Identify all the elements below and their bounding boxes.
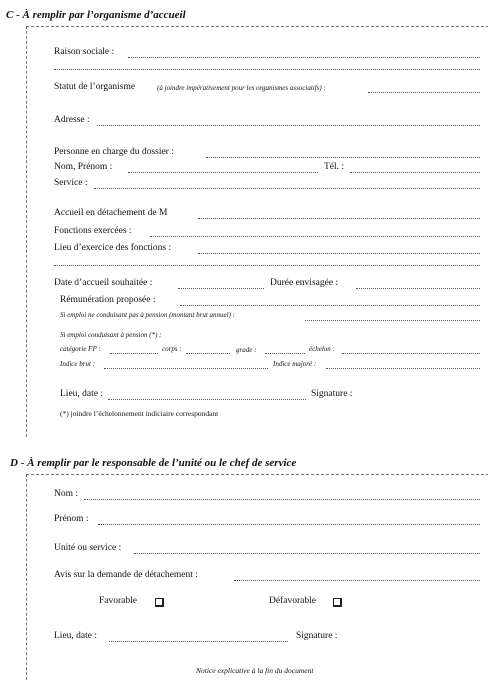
unite-label: Unité ou service : (54, 543, 122, 553)
date-accueil-label: Date d’accueil souhaitée : (54, 278, 153, 288)
emploi-pension-label: Si emploi conduisant à pension (*) : (60, 331, 162, 339)
indice-majore-field[interactable] (326, 368, 480, 369)
raison-sociale-field[interactable] (128, 57, 480, 58)
statut-field[interactable] (368, 92, 480, 93)
duree-field[interactable] (356, 288, 480, 289)
adresse-label: Adresse : (54, 115, 90, 125)
accueil-label: Accueil en détachement de M (54, 208, 168, 218)
indice-brut-label: Indice brut : (60, 360, 95, 368)
lieu-exercice-label: Lieu d’exercice des fonctions : (54, 243, 172, 253)
lieu-date-field-d[interactable] (109, 641, 288, 642)
statut-label: Statut de l’organisme (54, 82, 136, 92)
tel-field[interactable] (350, 172, 480, 173)
prenom-label: Prénom : (54, 514, 89, 524)
nom-field[interactable] (84, 499, 480, 500)
favorable-checkbox[interactable] (155, 598, 164, 607)
nom-label: Nom : (54, 489, 79, 499)
corps-field[interactable] (186, 353, 230, 354)
accueil-field[interactable] (198, 218, 480, 219)
categorie-label: catégorie FP : (60, 345, 101, 353)
section-d-title: D - À remplir par le responsable de l’unité ou le chef de service (10, 457, 297, 469)
lieu-date-label-c: Lieu, date : (60, 389, 103, 399)
remuneration-field[interactable] (180, 305, 480, 306)
emploi-non-pension-label: Si emploi ne conduisant pas à pension (montant brut annuel) : (60, 311, 235, 319)
prenom-field[interactable] (98, 524, 480, 525)
categorie-field[interactable] (110, 353, 158, 354)
raison-sociale-label: Raison sociale : (54, 47, 115, 57)
signature-label-c: Signature : (311, 389, 353, 399)
signature-label-d: Signature : (296, 631, 338, 641)
echelon-label: échelon : (309, 345, 335, 353)
duree-label: Durée envisagée : (270, 278, 339, 288)
section-c-title: C - À remplir par l’organisme d’accueil (6, 9, 186, 21)
lieu-date-field-c[interactable] (108, 399, 306, 400)
raison-sociale-field-line2[interactable] (54, 69, 480, 70)
lieu-exercice-field-line2[interactable] (54, 265, 480, 266)
nom-prenom-field[interactable] (128, 172, 318, 173)
unite-field[interactable] (134, 553, 480, 554)
avis-label: Avis sur la demande de détachement : (54, 570, 198, 580)
defavorable-checkbox[interactable] (333, 598, 342, 607)
emploi-non-pension-field[interactable] (305, 320, 480, 321)
service-field[interactable] (94, 188, 480, 189)
indice-brut-field[interactable] (104, 368, 268, 369)
echelon-field[interactable] (342, 353, 480, 354)
date-accueil-field[interactable] (178, 288, 264, 289)
fonctions-label: Fonctions exercées : (54, 226, 132, 236)
grade-label: grade : (236, 346, 257, 354)
corps-label: corps : (162, 345, 182, 353)
statut-note: (à joindre impérativement pour les organismes associatifs) : (157, 84, 326, 92)
personne-label: Personne en charge du dossier : (54, 147, 174, 157)
personne-field[interactable] (206, 157, 480, 158)
footnote: (*) joindre l’échelonnement indiciaire correspondant (60, 409, 219, 418)
adresse-field[interactable] (97, 125, 480, 126)
grade-field[interactable] (265, 353, 305, 354)
nom-prenom-label: Nom, Prénom : (54, 162, 113, 172)
service-label: Service : (54, 178, 88, 188)
remuneration-label: Rémunération proposée : (60, 295, 156, 305)
notice-text: Notice explicative à la fin du document (196, 666, 314, 675)
lieu-date-label-d: Lieu, date : (54, 631, 97, 641)
avis-field[interactable] (234, 580, 480, 581)
indice-majore-label: Indice majoré : (273, 360, 317, 368)
defavorable-label: Défavorable (269, 596, 316, 606)
favorable-label: Favorable (99, 596, 137, 606)
lieu-exercice-field[interactable] (198, 253, 480, 254)
tel-label: Tél. : (324, 162, 345, 172)
fonctions-field[interactable] (150, 236, 480, 237)
